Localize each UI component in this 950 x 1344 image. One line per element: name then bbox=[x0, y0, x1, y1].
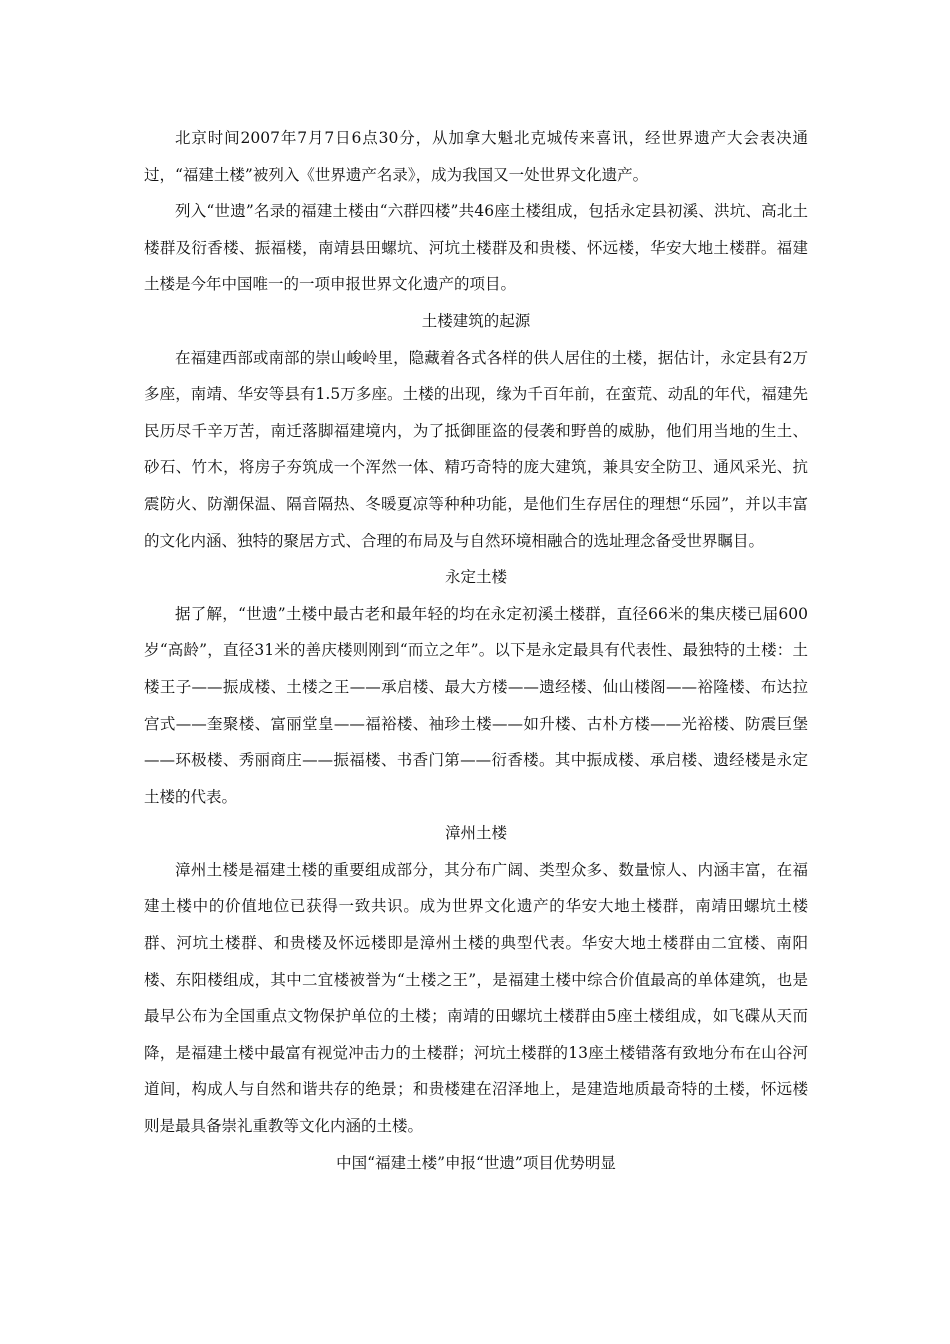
intro-paragraph-1: 北京时间2007年7月7日6点30分，从加拿大魁北克城传来喜讯，经世界遗产大会表决通过，“福建土楼”被列入《世界遗产名录》，成为我国又一处世界文化遗产。 bbox=[144, 129, 808, 184]
document-body bbox=[144, 120, 808, 1181]
section-heading-zhangzhou: 漳州土楼 bbox=[444, 824, 507, 843]
section-heading-advantage: 中国“福建土楼”申报“世遗”项目优势明显 bbox=[336, 1153, 616, 1172]
zhangzhou-paragraph: 漳州土楼是福建土楼的重要组成部分，其分布广阔、类型众多、数量惊人、内涵丰富，在福建土楼中的价值地位已获得一致共识。成为世界文化遗产的华安大地土楼群，南靖田螺坑土楼群、河坑土楼群、和贵楼及怀远楼即是漳州土楼的典型代表。华安大地土楼群由二宜楼、南阳楼、东阳楼组成，其中二宜楼被誉为“土楼之王”，是福建土楼中综合价值最高的单体建筑，也是最早公布为全国重点文物保护单位的土楼；南靖的田螺坑土楼群由5座土楼组成，如飞碟从天而降，是福建土楼中最富有视觉冲击力的土楼群；河坑土楼群的13座土楼错落有致地分布在山谷河道间，构成人与自然和谐共存的绝景；和贵楼建在沼泽地上，是建造地质最奇特的土楼，怀远楼则是最具备崇礼重教等文化内涵的土楼。 bbox=[144, 860, 808, 1136]
section-heading-origin: 土楼建筑的起源 bbox=[421, 311, 531, 330]
yongding-paragraph: 据了解，“世遗”土楼中最古老和最年轻的均在永定初溪土楼群，直径66米的集庆楼已届600岁“高龄”，直径31米的善庆楼则刚到“而立之年”。以下是永定最具有代表性、最独特的土楼：土楼王子——振成楼、土楼之王——承启楼、最大方楼——遗经楼、仙山楼阁——裕隆楼、布达拉宫式——奎聚楼、富丽堂皇——福裕楼、袖珍土楼——如升楼、古朴方楼——光裕楼、防震巨堡——环极楼、秀丽商庄——振福楼、书香门第——衍香楼。其中振成楼、承启楼、遗经楼是永定土楼的代表。 bbox=[144, 604, 808, 806]
intro-paragraph-2: 列入“世遗”名录的福建土楼由“六群四楼”共46座土楼组成，包括永定县初溪、洪坑、高北土楼群及衍香楼、振福楼，南靖县田螺坑、河坑土楼群及和贵楼、怀远楼，华安大地土楼群。福建土楼是今年中国唯一的一项申报世界文化遗产的项目。 bbox=[144, 202, 808, 294]
section-heading-yongding: 永定土楼 bbox=[444, 568, 507, 587]
origin-paragraph: 在福建西部或南部的崇山峻岭里，隐藏着各式各样的供人居住的土楼，据估计，永定县有2万多座，南靖、华安等县有1.5万多座。土楼的出现，缘为千百年前，在蛮荒、动乱的年代，福建先民历尽千辛万苦，南迁落脚福建境内，为了抵御匪盗的侵袭和野兽的威胁，他们用当地的生土、砂石、竹木，将房子夯筑成一个浑然一体、精巧奇特的庞大建筑，兼具安全防卫、通风采光、抗震防火、防潮保温、隔音隔热、冬暖夏凉等种种功能，是他们生存居住的理想“乐园”，并以丰富的文化内涵、独特的聚居方式、合理的布局及与自然环境相融合的选址理念备受世界瞩目。 bbox=[144, 348, 808, 550]
